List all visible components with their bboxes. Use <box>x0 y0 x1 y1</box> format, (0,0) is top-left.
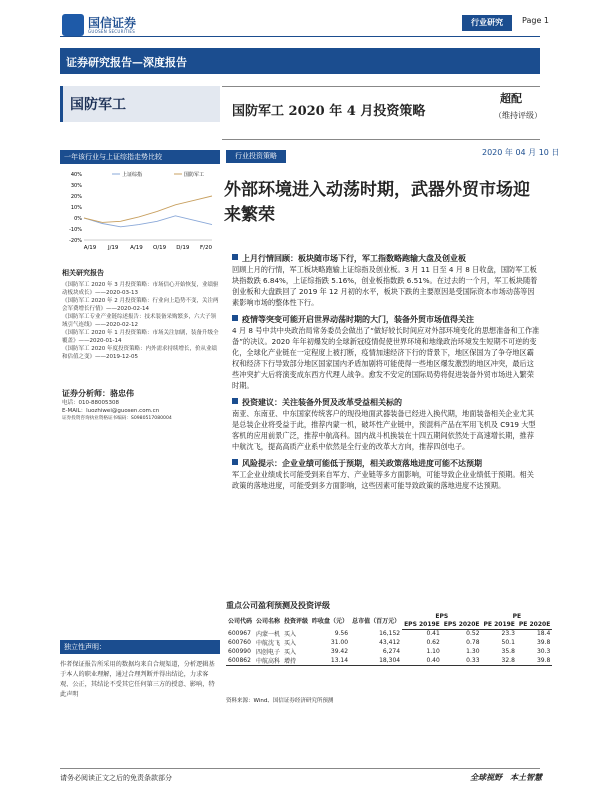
table-cell: 23.3 <box>501 630 515 638</box>
table-cell: 39.8 <box>536 639 551 646</box>
y-tick-label: 30% <box>70 183 82 189</box>
y-tick-label: 10% <box>70 205 82 211</box>
headline: 外部环境进入动荡时期，武器外贸市场迎来繁荣 <box>224 180 530 225</box>
key-point <box>232 252 540 308</box>
table-row <box>226 638 552 647</box>
related-item: 《国防军工 2020 年 2 月投资策略：行业向上趋势不变，关注两会军费增长行情》——2020-02-14 <box>62 298 219 312</box>
table-cell: 32.8 <box>501 657 515 664</box>
col-rating: 投资评级 <box>284 618 309 625</box>
key-point-title <box>232 396 540 408</box>
bullet-square-icon <box>232 398 238 404</box>
table-cell: 18,304 <box>379 657 401 664</box>
brand-name: 国信证券 <box>88 16 137 30</box>
key-point <box>232 313 540 391</box>
col-pe-2020: PE 2020E <box>518 621 551 628</box>
bullet-square-icon <box>232 254 238 260</box>
table-cell: 内蒙一机 <box>256 631 281 638</box>
table-cell: 中航沈飞 <box>256 640 281 647</box>
y-tick-label: 0% <box>74 216 82 222</box>
related-research <box>62 268 220 361</box>
legend-label: 国防军工 <box>184 172 205 178</box>
bullet-square-icon <box>232 315 238 321</box>
disclaimer-text: 作者保证报告所采用的数据均来自合规渠道，分析逻辑基于本人的职业理解，通过合理判断并得出结论，力求客观、公正，其结论不受其它任何第三方的授意、影响，特此声明 <box>60 661 215 698</box>
key-point <box>232 396 540 452</box>
legend-label: 上证综指 <box>122 172 143 178</box>
footer-slogan: 全球视野 本土智慧 <box>470 772 542 782</box>
analyst-info <box>62 388 220 423</box>
table-cell: 39.8 <box>536 657 551 664</box>
col-pe-2019: PE 2019E <box>483 621 515 628</box>
key-point-title-text: 投资建议：关注装备外贸及改革受益相关标的 <box>242 397 402 407</box>
key-point-body: 4 月 8 号中共中央政治局常务委员会做出了“做好较长时间应对外部环境变化的思想准备和工作准备”的决议。2020 年年初爆发的全球新冠疫情促使世界环境和地缘政治环境发生短期不可逆的变化，全球化产业链在一定程度上被打断，疫情加速经济下行的背景下，地区保国为了争夺地区霸权和经济下行导致部分地区国家国内矛盾加剧将可能使得一些地区爆发激烈的地区冲突，最后这些冲突扩大后将演变成东西方代理人战争。愈发不安定的国际局势将促进装备外贸市场进入繁荣时期。 <box>232 326 540 390</box>
col-eps-group: EPS <box>435 612 449 620</box>
footer-divider <box>60 768 540 769</box>
key-point <box>232 457 540 491</box>
key-point-body: 回顾上月的行情，军工板块略跑输上证综指及创业板。3 月 11 日至 4 月 8 日收盘，国防军工板块指数跌 6.84%，上证综指跌 5.16%，创业板指数跌 6.51%。在过去的一个月，军工板块随着创业板和大盘跌回了 2019 年 12 月初的水平，板块下跌的主要原因是受国际资本市场动荡等因素影响市场的整体性下行。 <box>232 265 538 307</box>
y-tick-label: -20% <box>69 238 82 244</box>
key-point-title <box>232 252 540 264</box>
col-eps-2020: EPS 2020E <box>443 621 480 628</box>
x-tick-label: A/19 <box>83 245 97 251</box>
key-points <box>232 252 540 496</box>
table-row <box>226 629 552 638</box>
table-cell: 1.10 <box>426 648 440 655</box>
series-line <box>84 196 212 222</box>
col-pe-group: PE <box>512 612 522 620</box>
related-item: 《国防军工 2020 年 1 月投资策略：市场关注加剧，装备升级全覆盖》——2020-01-14 <box>62 330 219 344</box>
y-tick-label: -10% <box>69 227 82 233</box>
report-title: 国防军工 2020 年 4 月投资策略 <box>232 104 426 119</box>
table-cell: 600760 <box>228 639 251 646</box>
key-point-body: 军工企业业绩成长可能受到来自军方、产业链等多方面影响，可能导致企业业绩低于预期。相关政策的落地进度，可能受到多方面影响，这些因素可能导致政策的落地进度不达预期。 <box>232 470 534 490</box>
header-divider <box>60 36 540 37</box>
table-cell: 0.33 <box>466 657 480 664</box>
performance-chart <box>62 168 220 258</box>
rating-note: （维持评级） <box>494 111 542 120</box>
table-cell: 中航高科 <box>256 658 281 665</box>
key-point-title-text: 疫情等突变可能开启世界动荡时期的大门，装备外贸市场值得关注 <box>242 314 474 324</box>
series-line <box>84 216 212 227</box>
table-cell: 30.3 <box>536 648 551 655</box>
analyst-license: 证券投资咨询执业资格证书编码：S0980517080004 <box>62 416 172 421</box>
brand-name-en: GUOSEN SECURITIES <box>88 29 136 34</box>
key-point-title-text: 上月行情回顾：板块随市场下行，军工指数略跑输大盘及创业板 <box>242 253 466 263</box>
x-tick-label: F/20 <box>199 245 213 251</box>
bullet-square-icon <box>232 459 238 465</box>
footer-disclaimer: 请务必阅读正文之后的免责条款部分 <box>60 774 172 782</box>
key-point-body: 南亚、东南亚、中东国家传统客户的现役地面武器装备已经进入换代期，地面装备相关企业尤其是总装企业将受益于此，推荐内蒙一机，破坏性产业链中，预混料产品在军用飞机及 C919 大型客机的应用前景广泛，推荐中航高科。国内战斗机换装在十四五期间依然处于高速增长期，推荐中航沈飞，提高高质产业系中依然是全行业的改革大方向，推荐四创电子。 <box>232 409 536 451</box>
forecast-table <box>226 612 552 666</box>
report-date: 2020 年 04 月 10 日 <box>482 148 560 157</box>
analyst-phone: 电话：010-88005308 <box>62 400 119 406</box>
col-mktcap: 总市值（百万元） <box>352 618 401 625</box>
table-cell: 0.52 <box>466 630 480 638</box>
industry-name: 国防军工 <box>70 97 126 113</box>
analyst-name: 证券分析师：骆忠伟 <box>62 389 134 398</box>
section-tag: 行业投资策略 <box>226 150 286 163</box>
key-point-title <box>232 313 540 325</box>
table-cell: 0.62 <box>426 639 440 646</box>
related-item: 《国防军工 2020 年度投资策略：内外需求持续增长，价从业绩和估值之变》——2019-12-05 <box>62 346 217 360</box>
disclaimer-heading: 独立性声明： <box>60 640 220 654</box>
x-tick-label: O/19 <box>153 245 167 251</box>
table-cell: 0.40 <box>426 657 440 664</box>
x-tick-label: A/19 <box>130 245 143 251</box>
table-row <box>226 656 552 666</box>
table-cell: 600967 <box>228 630 251 637</box>
table-cell: 四创电子 <box>256 649 281 656</box>
col-code: 公司代码 <box>228 618 253 625</box>
table-cell: 50.1 <box>501 639 515 646</box>
x-tick-label: D/19 <box>176 245 190 251</box>
logo-icon <box>62 14 84 36</box>
table-cell: 13.14 <box>330 657 349 664</box>
related-item: 《国防军工 2020 年 3 月投资策略：市场信心开始恢复，业绩驱动板块成长》——2020-03-13 <box>62 282 219 296</box>
report-type: 证券研究报告—深度报告 <box>66 56 187 69</box>
table-source: 资料来源：Wind、国信证券经济研究所预测 <box>226 698 334 704</box>
related-list <box>62 281 220 361</box>
col-name: 公司名称 <box>256 618 281 625</box>
x-tick-label: J/19 <box>107 245 119 251</box>
rating: 超配 <box>500 92 522 105</box>
table-cell: 买入 <box>284 631 297 638</box>
table-cell: 1.30 <box>466 648 480 655</box>
table-cell: 买入 <box>284 640 297 647</box>
y-tick-label: 40% <box>70 172 82 178</box>
page-number: Page 1 <box>522 16 549 25</box>
related-item: 《国防军工专业产业链综述报告：技术装备采购繁多，六大子领域引气连线》——2020-02-12 <box>62 314 217 328</box>
table-row <box>226 647 552 656</box>
table-cell: 16,152 <box>379 630 401 637</box>
table-cell: 6,274 <box>382 648 401 655</box>
related-heading: 相关研究报告 <box>62 269 104 277</box>
table-cell: 600990 <box>228 648 251 655</box>
table-cell: 买入 <box>284 649 297 656</box>
table-cell: 18.4 <box>536 630 551 638</box>
key-point-title <box>232 457 540 469</box>
col-eps-2019: EPS 2019E <box>404 621 440 628</box>
col-close: 昨收盘（元） <box>312 618 349 625</box>
table-cell: 0.41 <box>426 630 440 638</box>
table-cell: 0.78 <box>466 639 480 646</box>
table-title: 重点公司盈利预测及投资评级 <box>226 600 330 610</box>
table-cell: 35.8 <box>501 648 515 655</box>
table-cell: 9.56 <box>334 630 349 637</box>
table-cell: 增持 <box>284 658 297 665</box>
table-cell: 600862 <box>228 657 251 664</box>
analyst-email: E-MAIL：luozhiwei@guosen.com.cn <box>62 408 160 414</box>
chart-heading: 一年该行业与上证综指走势比较 <box>60 150 220 164</box>
table-cell: 31.00 <box>330 639 349 646</box>
table-cell: 39.42 <box>330 648 349 655</box>
y-tick-label: 20% <box>70 194 82 200</box>
key-point-title-text: 风险提示：企业业绩可能低于预期，相关政策落地进度可能不达预期 <box>242 458 482 468</box>
header-tag: 行业研究 <box>462 15 512 31</box>
table-cell: 43,412 <box>379 639 401 646</box>
